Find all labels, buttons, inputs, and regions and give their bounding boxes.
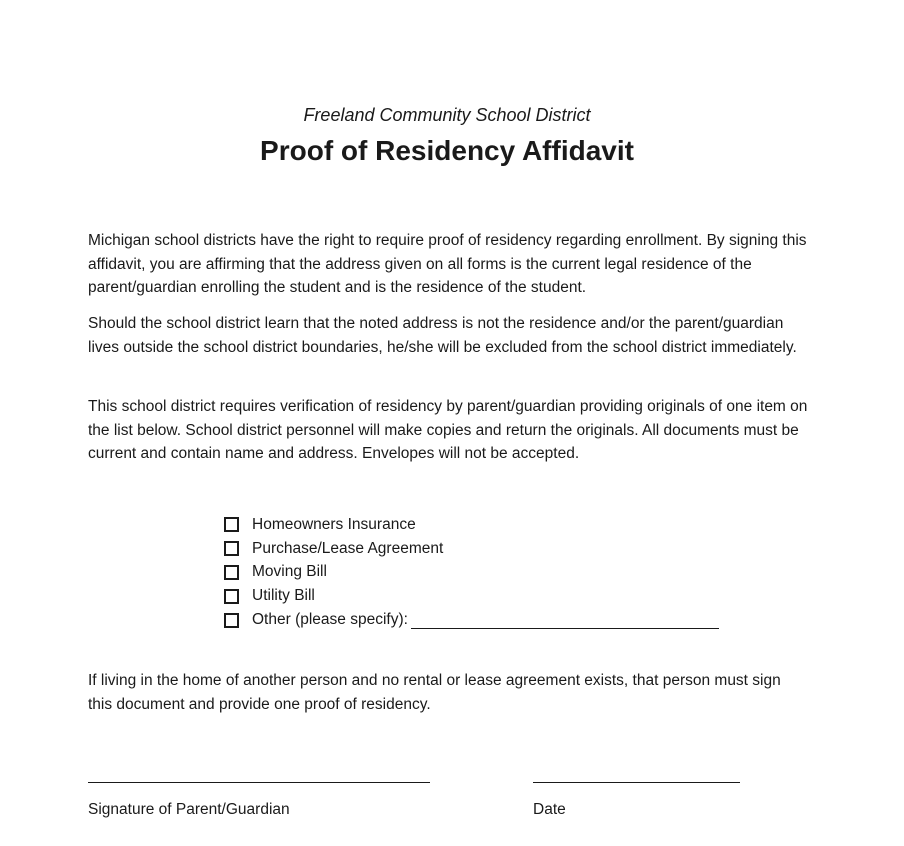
checklist-item-utility-bill[interactable] <box>224 584 719 608</box>
checklist-item-purchase-lease[interactable] <box>224 537 719 561</box>
verification-paragraph: This school district requires verification of residency by parent/guardian providing originals of one item on the list below. School district personnel will make copies and return the originals. All documents must be current and contain name and address. Envelopes will not be accepted. <box>88 398 808 463</box>
checklist-label: Purchase/Lease Agreement <box>252 539 444 557</box>
checklist-label: Other (please specify): <box>252 611 408 629</box>
district-name: Freeland Community School District <box>303 105 591 125</box>
checkbox[interactable] <box>224 565 239 580</box>
checklist-label: Utility Bill <box>252 587 315 605</box>
other-specify-field[interactable] <box>411 612 719 629</box>
signature-line[interactable] <box>88 782 430 783</box>
checkbox[interactable] <box>224 613 239 628</box>
proof-checklist <box>224 513 719 632</box>
document-title: Proof of Residency Affidavit <box>260 135 634 166</box>
intro-paragraph: Michigan school districts have the right to require proof of residency regarding enrollment. By signing this affidavit, you are affirming that the address given on all forms is the current legal residence of the parent/guardian enrolling the student and is the residence of the student. <box>88 232 807 297</box>
checklist-item-moving-bill[interactable] <box>224 561 719 585</box>
note-paragraph: If living in the home of another person and no rental or lease agreement exists, that person must sign this document and provide one proof of residency. <box>88 672 781 713</box>
checkbox[interactable] <box>224 517 239 532</box>
date-line[interactable] <box>533 782 740 783</box>
signature-label: Signature of Parent/Guardian <box>88 801 290 818</box>
checklist-item-other[interactable] <box>224 608 719 632</box>
checkbox[interactable] <box>224 589 239 604</box>
checklist-label: Homeowners Insurance <box>252 515 416 533</box>
date-label: Date <box>533 801 566 818</box>
exclusion-paragraph: Should the school district learn that the noted address is not the residence and/or the parent/guardian lives outside the school district boundaries, he/she will be excluded from the school district immediately. <box>88 315 797 356</box>
checkbox[interactable] <box>224 541 239 556</box>
checklist-label: Moving Bill <box>252 563 327 581</box>
checklist-item-homeowners-insurance[interactable] <box>224 513 719 537</box>
